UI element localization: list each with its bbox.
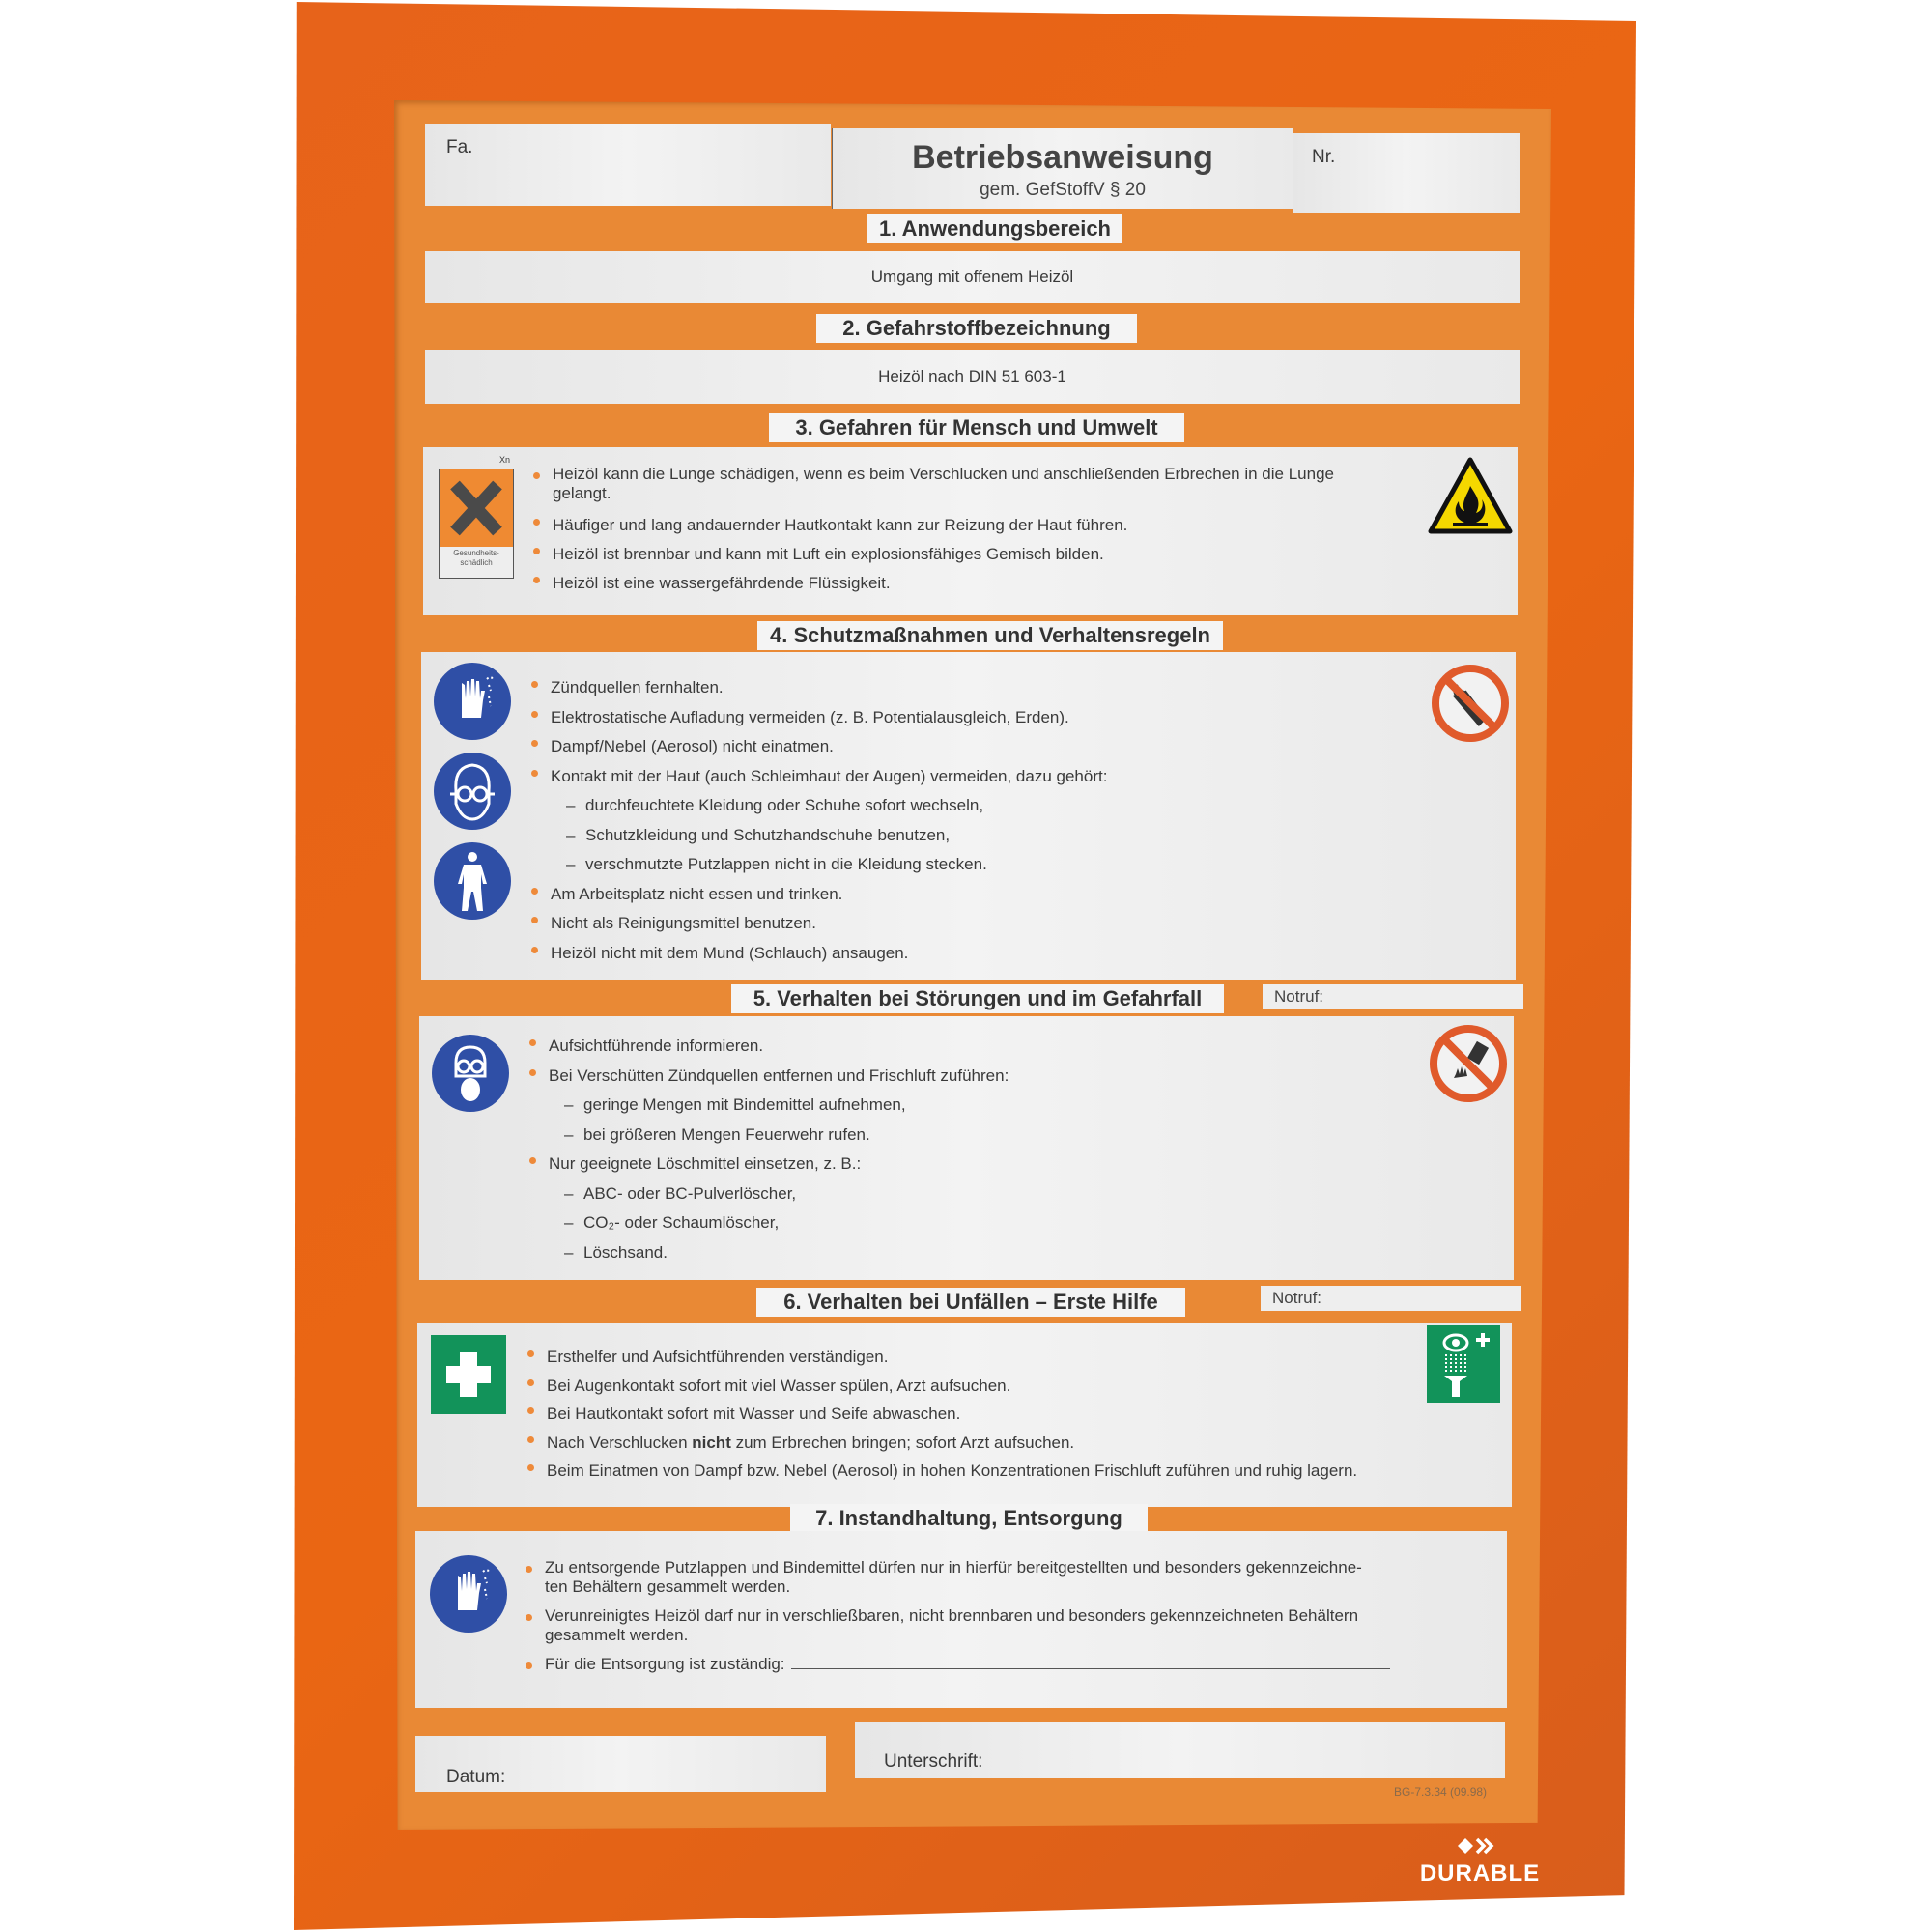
company-field[interactable] [425,124,831,206]
section-6-heading: 6. Verhalten bei Unfällen – Erste Hilfe [756,1288,1185,1317]
responsible-input-line[interactable] [791,1655,1390,1669]
list-item: ten Behältern gesammelt werden. [545,1577,791,1596]
durable-logo-icon [1456,1836,1504,1856]
list-subitem: – ABC- oder BC-Pulverlöscher, [527,1179,1397,1209]
signature-field[interactable] [855,1722,1505,1778]
durable-logo [1412,1835,1548,1886]
list-item: Elektrostatische Aufladung vermeiden (z. B. Potentialausgleich, Erden). [529,703,1399,733]
list-item: Heizöl ist eine wassergefährdende Flüssigkeit. [531,569,1401,598]
list-item: Dampf/Nebel (Aerosol) nicht einatmen. [529,732,1399,762]
section-5-content [419,1016,1514,1280]
no-smoking-icon [1431,664,1510,748]
section-1-heading: 1. Anwendungsbereich [867,214,1122,243]
section-6-content [417,1323,1512,1507]
section-7-content [415,1531,1507,1708]
disposal-list [524,1558,1451,1674]
first-aid-list [526,1343,1453,1486]
no-water-extinguish-icon [1429,1024,1508,1108]
hazard-xn-icon [435,455,514,581]
title-box [832,128,1293,209]
eye-wash-icon [1427,1325,1500,1407]
list-item: gelangt. [553,484,611,502]
section-4-content [421,652,1516,980]
list-item: Kontakt mit der Haut (auch Schleimhaut der Augen) vermeiden, dazu gehört: [529,762,1399,792]
notruf-label: Notruf: [1274,987,1324,1006]
list-subitem: – geringe Mengen mit Bindemittel aufnehmen, [527,1091,1397,1121]
text-part: zum Erbrechen bringen; sofort Arzt aufsuchen. [730,1433,1075,1452]
section-1-content [425,251,1520,303]
list-item: Am Arbeitsplatz nicht essen und trinken. [529,880,1399,910]
notruf-label: Notruf: [1272,1289,1322,1307]
list-item: Nur geeignete Löschmittel einsetzen, z. B.: [527,1150,1397,1179]
list-item: Zündquellen fernhalten. [529,673,1399,703]
first-aid-icon [431,1335,506,1419]
list-subitem: – durchfeuchtete Kleidung oder Schuhe sofort wechseln, [529,791,1399,821]
emphasis-nicht: nicht [692,1433,731,1452]
section-2-content [425,350,1520,404]
list-item: Heizöl kann die Lunge schädigen, wenn es beim Verschlucken und anschließenden Erbrechen in die Lunge [531,465,1401,484]
list-subitem: – verschmutzte Putzlappen nicht in die Kleidung stecken. [529,850,1399,880]
list-item: Aufsichtführende informieren. [527,1032,1397,1062]
list-item: gesammelt werden. [545,1626,689,1644]
list-item: Heizöl ist brennbar und kann mit Luft ein explosionsfähiges Gemisch bilden. [531,540,1401,569]
section-7-heading: 7. Instandhaltung, Entsorgung [790,1504,1148,1533]
list-item [526,1429,1453,1458]
flammable-warning-icon [1428,457,1513,539]
responsible-label: Für die Entsorgung ist zuständig: [545,1655,785,1673]
list-subitem: – bei größeren Mengen Feuerwehr rufen. [527,1121,1397,1151]
goggles-mandatory-icon [433,752,512,836]
number-label: Nr. [1312,147,1336,167]
list-item: Nicht als Reinigungsmittel benutzen. [529,909,1399,939]
respirator-mandatory-icon [431,1034,510,1118]
protective-suit-mandatory-icon [433,841,512,925]
list-subitem: – Löschsand. [527,1238,1397,1268]
list-item: Beim Einatmen von Dampf bzw. Nebel (Aerosol) in hohen Konzentrationen Frischluft zuführen und ruhig lagern. [526,1457,1453,1486]
application-area-text: Umgang mit offenem Heizöl [870,268,1074,286]
date-field[interactable] [415,1736,826,1792]
hazard-code: Xn [498,455,510,465]
text-part: Nach Verschlucken [547,1433,693,1452]
list-item: Heizöl nicht mit dem Mund (Schlauch) ansaugen. [529,939,1399,969]
date-label: Datum: [446,1767,506,1787]
list-item: Bei Augenkontakt sofort mit viel Wasser spülen, Arzt aufsuchen. [526,1372,1453,1401]
list-subitem: – Schutzkleidung und Schutzhandschuhe benutzen, [529,821,1399,851]
list-item: Ersthelfer und Aufsichtführenden verständigen. [526,1343,1453,1372]
list-subitem: – CO₂- oder Schaumlöscher, [527,1208,1397,1238]
document-subtitle: gem. GefStoffV § 20 [980,180,1146,200]
list-item [524,1655,1451,1674]
number-field[interactable] [1293,133,1520,213]
emergency-number-field-5[interactable] [1263,984,1523,1009]
gloves-mandatory-icon [433,662,512,746]
protection-list [529,673,1399,968]
emergency-list [527,1032,1397,1267]
list-item: Häufiger und lang andauernder Hautkontakt kann zur Reizung der Haut führen. [531,511,1401,540]
gloves-mandatory-icon-2 [429,1554,508,1638]
company-label: Fa. [446,137,473,157]
list-item: Verunreinigtes Heizöl darf nur in verschließbaren, nicht brennbaren und besonders gekennzeichneten Behältern [524,1606,1451,1626]
signature-label: Unterschrift: [884,1751,983,1772]
hazard-list [531,465,1401,598]
list-item: Bei Verschütten Zündquellen entfernen und Frischluft zuführen: [527,1062,1397,1092]
substance-name-text: Heizöl nach DIN 51 603-1 [878,367,1066,385]
hazard-caption-2: schädlich [460,558,493,567]
hazard-caption-1: Gesundheits- [453,549,499,557]
document-title: Betriebsanweisung [912,139,1213,176]
list-item: Bei Hautkontakt sofort mit Wasser und Seife abwaschen. [526,1400,1453,1429]
section-4-heading: 4. Schutzmaßnahmen und Verhaltensregeln [757,621,1223,650]
section-3-heading: 3. Gefahren für Mensch und Umwelt [769,413,1184,442]
brand-name: DURABLE [1419,1861,1541,1887]
section-5-heading: 5. Verhalten bei Störungen und im Gefahrfall [731,984,1224,1013]
form-code: BG-7.3.34 (09.98) [1394,1785,1488,1799]
list-item: Zu entsorgende Putzlappen und Bindemittel dürfen nur in hierfür bereitgestellten und besonders gekennzeichne- [524,1558,1451,1577]
section-2-heading: 2. Gefahrstoffbezeichnung [816,314,1137,343]
section-3-content [423,447,1518,615]
emergency-number-field-6[interactable] [1261,1286,1521,1311]
